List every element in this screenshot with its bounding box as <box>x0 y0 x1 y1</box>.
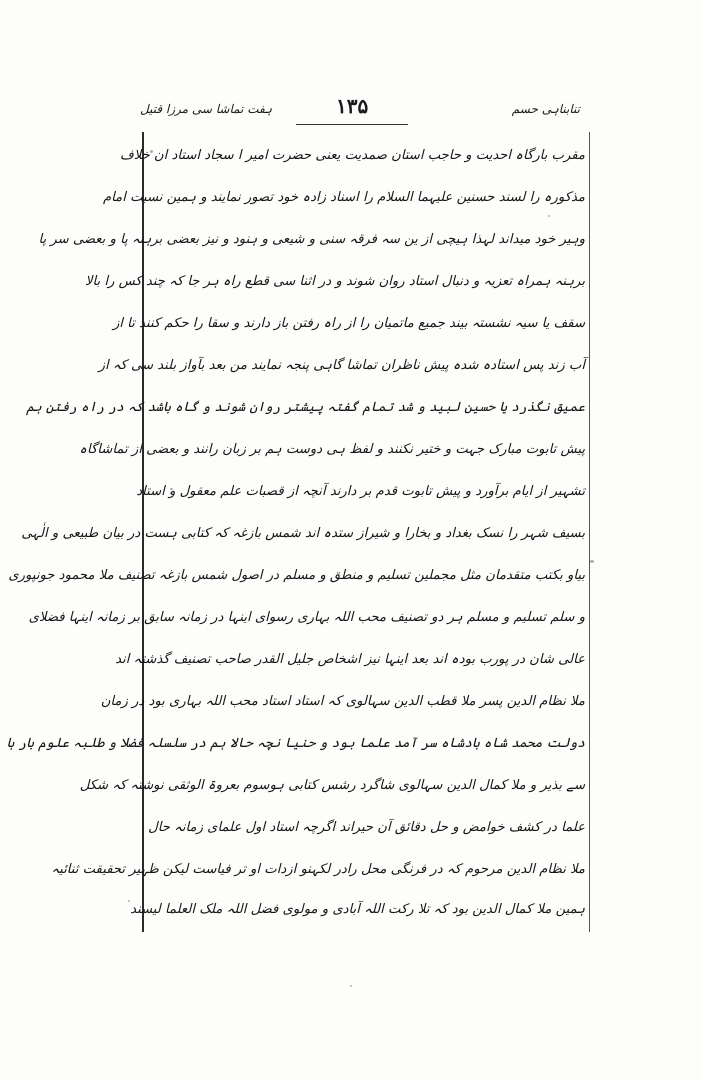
text-line: آب زند پس استادہ شدہ پیش ناظران تماشا گاہی پنجہ نمایند من بعد بآواز بلند سی کہ از <box>98 358 585 373</box>
text-line: مذکورہ را لسند حسنین علیہما السلام را اسناد زادہ خود تصور نمایند و ہمین نسبت امام <box>102 190 585 205</box>
manuscript-text-block <box>6 132 590 932</box>
text-line: ہمین ملا کمال الدین بود کہ تلا رکت اللہ آبادی و مولوی فضل اللہ ملک العلما لیسند <box>130 902 585 917</box>
text-line: عمیق نگذرد یا حسین لبید و شد تمام گفتہ پیشتر روان شوند و گاہ باشد کہ در راہ رفتن ہم <box>26 400 585 415</box>
text-line: بیاو بکتب متقدمان مثل مجملین تسلیم و منطق و مسلم در اصول شمس بازغہ تصنیف ملا محمود جونپوری <box>8 568 585 583</box>
work-title: ہفت تماشا سی مرزا قتیل <box>140 102 273 116</box>
text-line: ملا نظام الدین پسر ملا قطب الدین سہالوی کہ استاد استاد محب اللہ بہاری بود در زمان <box>100 694 585 709</box>
text-line: برہنہ ہمراہ تعزیہ و دنبال استاد روان شوند و در اثنا سی قطع راہ ہر جا کہ چند کس را بالا <box>84 274 585 289</box>
text-line: و سلم تسلیم و مسلم ہر دو تصنیف محب اللہ بہاری رسوای اینہا در زمانہ سابق بر زمانہ اینہا فضلای <box>28 610 585 625</box>
text-line: علما در کشف خوامض و حل دقائق آن حیراند اگرچہ استاد اول علمای زمانہ حال <box>148 820 585 835</box>
text-line: دولت محمد شاہ بادشاہ سر آمد علما بود و حنیا نچہ حالا ہم در سلسلہ فضلا و طلبہ علوم بار ہا <box>6 736 585 751</box>
scan-speck <box>350 985 352 987</box>
scan-speck <box>590 560 594 563</box>
text-line: بسیف شہر را نسک بغداد و بخارا و شیراز ستدہ اند شمس بازغہ کہ کتابی ہست در بیان طبیعی و الٰہی <box>21 526 585 541</box>
text-line: تشہیر از ایام برآورد و پیش تابوت قدم بر دارند آنچہ از قصبات علم معقول و استاد <box>136 484 585 499</box>
text-line: عالی شان در پورب بودہ اند بعد اینہا نیز اشخاص جلیل القدر صاحب تصنیف گذشتہ اند <box>115 652 585 667</box>
text-line: سقف یا سیہ نشستہ بیند جمیع ماتمیان را از راہ رفتن باز دارند و سقا را حکم کنند تا از <box>112 316 585 331</box>
text-line: ملا نظام الدین مرحوم کہ در فرنگی محل رادر لکہنو ازدات او تر فیاست لیکن ظہیر تحقیقت ثنائیہ <box>51 862 585 877</box>
text-line: وہیر خود میداند لہذا ہیچی از ین سہ فرقہ سنی و شیعی و ہنود و نیز بعضی برہنہ پا و بعضی سر پا <box>38 232 585 247</box>
text-line: سے بذیر و ملا کمال الدین سہالوی شاگرد رشس کتابی ہوسوم بعروۃ الوثقی نوشتہ کہ شکل <box>79 778 585 793</box>
page-number: ۱۳۵ <box>336 94 369 118</box>
page-header <box>140 96 580 130</box>
text-line: پیش تابوت مبارک جہت و ختیر نکنند و لفظ ہی دوست ہم بر زبان رانند و بعضی از تماشاگاہ <box>79 442 585 457</box>
running-title: تنابناہی حسم <box>511 102 580 116</box>
text-line: مقرب بارگاہ احدیت و حاجب استان صمدیت یعنی حضرت امیر ا سجاد استاد ان خلاف <box>120 148 585 163</box>
